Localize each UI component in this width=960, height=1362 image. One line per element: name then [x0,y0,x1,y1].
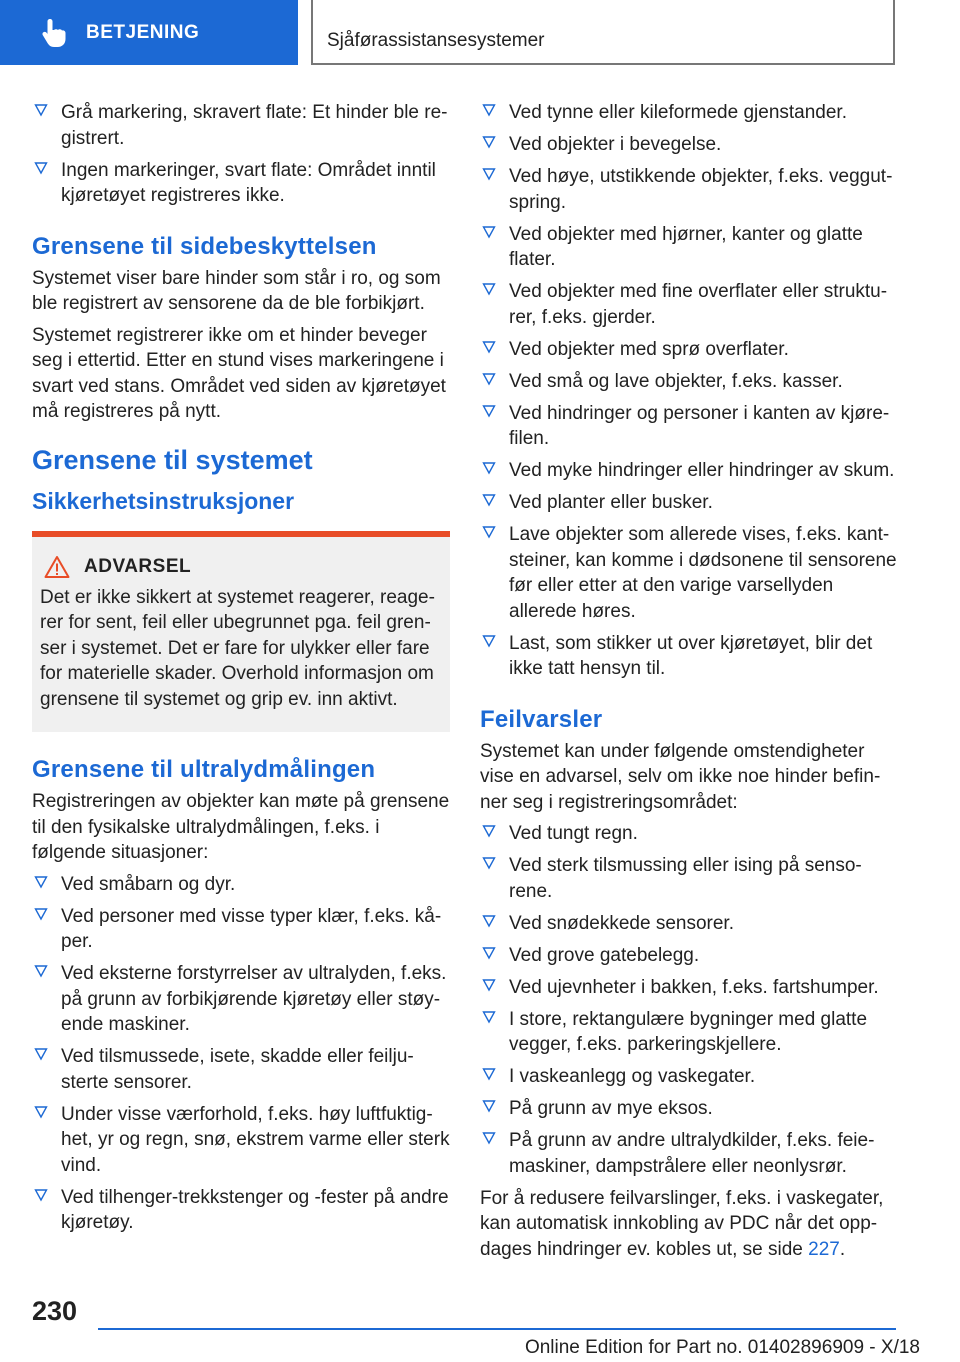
list-item [480,522,898,624]
bullet-triangle-icon [34,1047,48,1061]
bullet-triangle-icon [482,856,496,870]
list-item-text: Ved tilsmussede, isete, skadde eller feiljusterte sensorer. [61,1046,414,1093]
list-item [480,222,898,273]
bullet-triangle-icon [482,103,496,117]
list-item-text: Ved myke hindringer eller hindringer av skum. [509,460,895,481]
list-item [32,158,450,209]
bullet-triangle-icon [482,978,496,992]
bullet-triangle-icon [482,340,496,354]
page-reference-link[interactable]: 227 [808,1238,840,1260]
list-item-text: På grunn av andre ultralydkilder, f.eks. feiemaskiner, dampstrålere eller neonlysrør. [509,1130,875,1177]
list-item-text: Grå markering, skravert flate: Et hinder ble registrert. [61,102,448,149]
list-item-text: Ved objekter med sprø overflater. [509,338,789,360]
bullet-triangle-icon [482,946,496,960]
bullet-triangle-icon [34,907,48,921]
list-item-text: Ved objekter med hjørner, kanter og glatte flater. [509,223,863,270]
section-heading-side: Grensene til sidebeskyttelsen [32,232,377,260]
paragraph: Systemet kan under følgende omstendigheter vise en advarsel, selv om ikke noe hinder befinner seg i registreringsområdet: [480,740,881,813]
section-heading-ultrasound: Grensene til ultralydmålingen [32,756,376,783]
list-item [32,1185,450,1236]
list-item [32,904,450,955]
fault-bullet-list [480,821,898,1179]
list-item [480,853,898,904]
list-item [480,337,898,363]
bullet-triangle-icon [482,824,496,838]
list-item-text: Ved høye, utstikkende objekter, f.eks. veggutspring. [509,166,893,213]
section-heading-system: Grensene til systemet [32,444,313,475]
header-title-box [311,0,895,65]
list-item [480,1128,898,1179]
list-item-text: Ved grove gatebelegg. [509,944,700,966]
paragraph: Systemet registrerer ikke om et hinder beveger seg i ettertid. Etter en stund vises markeringene i svart ved stans. Området ved siden av kjøretøyet må registreres på nytt. [32,324,446,422]
list-item-text: Under visse værforhold, f.eks. høy luftfuktighet, yr og regn, snø, ekstrem varme eller sterk vind. [61,1103,450,1176]
chapter-title: Sjåførassistansesystemer [327,30,545,51]
edition-text: Online Edition for Part no. 01402896909 - X/18 [524,1337,920,1358]
list-item-text: Lave objekter som allerede vises, f.eks. kantsteiner, kan komme i dødsonene til sensorene før eller etter at den varige varsellyden allerede høres. [509,524,897,622]
list-item-text: I store, rektangulære bygninger med glatte vegger, f.eks. parkeringskjellere. [509,1008,868,1055]
bullet-triangle-icon [34,1188,48,1202]
list-item-text: Ved personer med visse typer klær, f.eks. kåper. [61,905,442,952]
warning-header [40,555,440,579]
bullet-triangle-icon [482,914,496,928]
bullet-triangle-icon [482,525,496,539]
intro-bullet-list [32,100,450,209]
closing-end: . [839,1238,846,1260]
list-item-text: På grunn av mye eksos. [509,1098,713,1119]
list-item-text: Ved tungt regn. [509,823,638,844]
bullet-triangle-icon [482,404,496,418]
bullet-triangle-icon [482,461,496,475]
list-item [480,401,898,452]
list-item [480,164,898,215]
warning-text: Det er ikke sikkert at systemet reagerer, reagerer for sent, feil eller ubegrunnet pga. feil grenser i systemet. Det er fare for ulykker eller fare for materielle skader. Overhold informasjon om grensene til systemet og grip ev. inn aktivt. [40,586,435,710]
bullet-triangle-icon [482,634,496,648]
ultrasound-bullet-list [32,872,450,1236]
list-item-text: Ved objekter med fine overflater eller strukturer, f.eks. gjerder. [509,281,888,328]
warning-title: ADVARSEL [84,555,192,577]
bullet-triangle-icon [482,1099,496,1113]
list-item-text: Ved sterk tilsmussing eller ising på sensorene. [509,855,862,902]
bullet-triangle-icon [482,135,496,149]
list-item [32,100,450,151]
list-item [32,872,450,898]
bullet-triangle-icon [482,493,496,507]
list-item-text: Ved ujevnheter i bakken, f.eks. fartshumper. [509,976,879,998]
list-item-text: Ved eksterne forstyrrelser av ultralyden, f.eks. på grunn av forbikjørende kjøretøy eller støyende maskiner. [61,963,447,1035]
list-item-text: Ved tilhenger-trekkstenger og -fester på andre kjøretøy. [61,1186,449,1233]
list-item [480,1007,898,1058]
list-item [480,631,898,682]
closing-paragraph [480,1186,898,1263]
list-item [480,975,898,1001]
page-header [0,0,960,66]
page-number: 230 [32,1296,78,1326]
bullet-triangle-icon [482,167,496,181]
bullet-triangle-icon [34,875,48,889]
list-item [32,1044,450,1095]
list-item-text: Ved hindringer og personer i kanten av kjørefilen. [509,402,890,449]
warning-box [32,531,450,733]
limits-bullet-list [480,100,898,682]
list-item [480,1064,898,1090]
bullet-triangle-icon [34,103,48,117]
list-item [480,369,898,395]
list-item [480,911,898,937]
bullet-triangle-icon [482,282,496,296]
left-column [32,100,450,1242]
list-item [480,943,898,969]
list-item [480,279,898,330]
list-item-text: Last, som stikker ut over kjøretøyet, blir det ikke tatt hensyn til. [509,632,873,679]
list-item [32,961,450,1038]
bullet-triangle-icon [34,161,48,175]
section-heading-faults: Feilvarsler [480,705,603,733]
list-item-text: Ved små og lave objekter, f.eks. kasser. [509,370,843,392]
right-column [480,100,898,1268]
bullet-triangle-icon [482,1010,496,1024]
bullet-triangle-icon [482,225,496,239]
closing-text: For å redusere feilvarslinger, f.eks. i vaskegater, kan automatisk innkobling av PDC når det oppdages hindringer ev. kobles ut, se side [480,1187,884,1260]
bullet-triangle-icon [34,964,48,978]
bullet-triangle-icon [34,1105,48,1119]
list-item-text: Ved småbarn og dyr. [61,873,236,895]
bullet-triangle-icon [482,1131,496,1145]
safety-heading: Sikkerhetsinstruksjoner [32,487,295,514]
list-item [480,458,898,484]
list-item [480,100,898,126]
list-item-text: Ved objekter i bevegelse. [509,134,722,155]
list-item-text: I vaskeanlegg og vaskegater. [509,1066,756,1087]
list-item-text: Ved planter eller busker. [509,492,713,513]
paragraph: Registreringen av objekter kan møte på grensene til den fysikalske ultralydmålingen, f.eks. i følgende situasjoner: [32,791,450,863]
list-item [480,132,898,158]
list-item-text: Ved tynne eller kileformede gjenstander. [509,102,847,123]
list-item [480,821,898,847]
list-item-text: Ved snødekkede sensorer. [509,912,734,934]
bullet-triangle-icon [482,1067,496,1081]
hand-pointer-icon [36,15,72,51]
warning-triangle-icon [44,555,70,579]
list-item-text: Ingen markeringer, svart flate: Området inntil kjøretøyet registreres ikke. [61,159,436,206]
list-item [480,1096,898,1122]
paragraph: Systemet viser bare hinder som står i ro, og som ble registrert av sensorene da de ble forbikjørt. [32,267,441,314]
bullet-triangle-icon [482,372,496,386]
section-tab[interactable] [0,0,298,65]
footer-divider [98,1328,896,1330]
section-tab-label: BETJENING [86,21,200,43]
list-item [32,1102,450,1179]
list-item [480,490,898,516]
